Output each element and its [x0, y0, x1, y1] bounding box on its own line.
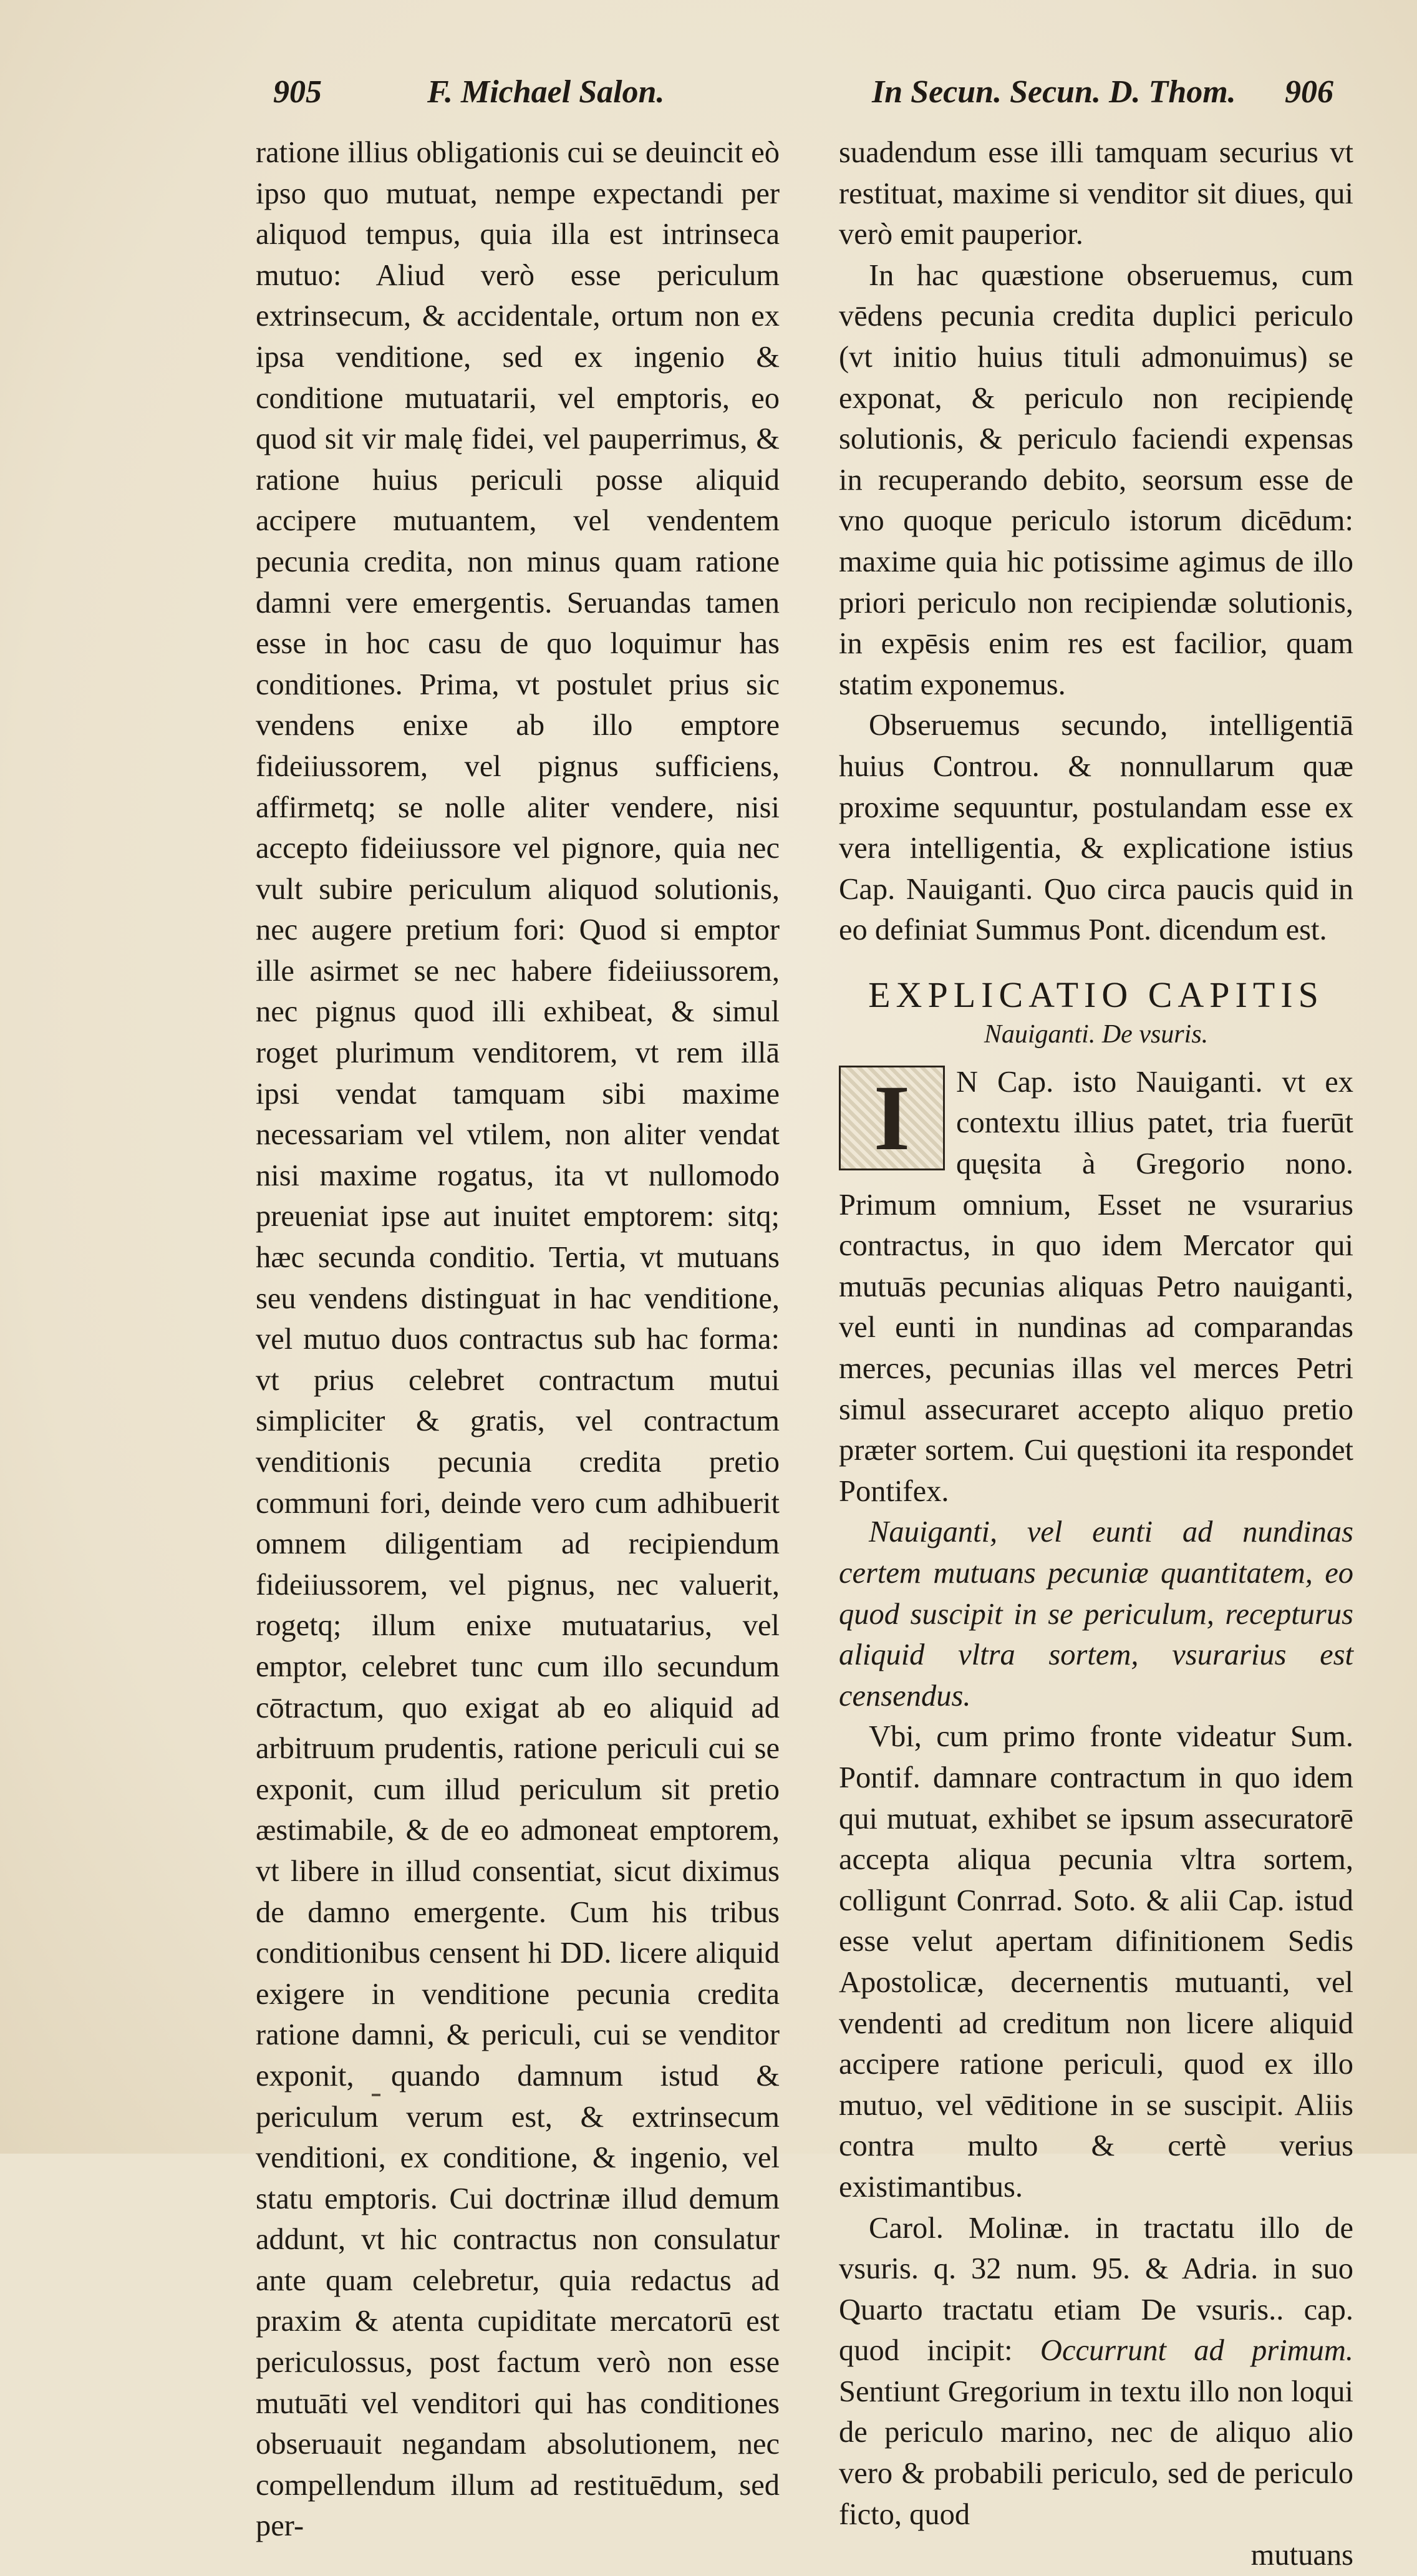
citation-start: Carol. Molinæ. in tractatu illo de vsuris. q. 32 num. 95. & Adria. in suo Quarto tractatu etiam De vsuris.. cap. quod incipit:: [839, 2211, 1353, 2368]
left-column: [256, 132, 780, 2547]
page-number-left: 905: [273, 74, 322, 110]
page-number-right: 906: [1285, 74, 1333, 110]
dropcap-paragraph: [839, 1062, 1353, 1512]
right-paragraph-observation-1: In hac quæstione obseruemus, cum vēdens pecunia credita duplici periculo (vt initio huius tituli admonuimus) se exponat, & periculo non recipiendę solutionis, & periculo faciendi expensas in recuperando debito, seorsum esse de vno quoque periculo istorum dicēdum: maxime quia hic potissime agimus de illo priori periculo non recipiendæ solutionis, in expēsis enim res est facilior, quam statim exponemus.: [839, 258, 1353, 701]
right-paragraph-observation-2: Obseruemus secundo, intelligentiā huius Controu. & nonnullarum quæ proxime sequuntur, postulandam esse ex vera intelligentia, & explicatione istius Cap. Nauiganti. Quo circa paucis quid in eo definiat Summus Pont. dicendum est.: [839, 709, 1353, 947]
dropcap-letter: I: [873, 1066, 911, 1170]
catchword: mutuans: [1250, 2539, 1353, 2572]
decorative-initial-icon: [839, 1066, 945, 1170]
right-paragraph-continuation: suadendum esse illi tamquam securius vt restituat, maxime si venditor sit diues, qui verò emit pauperior.: [839, 136, 1353, 251]
quoted-decretal: Nauiganti, vel eunti ad nundinas certem mutuans pecuniæ quantitatem, eo quod suscipit in se periculum, recepturus aliquid vltra sortem, vsurarius est censendus.: [839, 1515, 1353, 1713]
citation-end: Sentiunt Gregorium in textu illo non loqui de periculo marino, nec de aliquo alio vero & probabili periculo, sed de periculo ficto, quod: [839, 2374, 1353, 2531]
right-paragraph-citations: [839, 2208, 1353, 2535]
running-title-right: In Secun. Secun. D. Thom.: [872, 74, 1236, 110]
right-column: [839, 132, 1353, 2576]
running-title-left: F. Michael Salon.: [427, 74, 665, 110]
section-heading: EXPLICATIO CAPITIS: [868, 974, 1324, 1015]
citation-incipit: Occurrunt ad primum.: [1040, 2334, 1354, 2368]
right-paragraph-explicatio: N Cap. isto Nauiganti. vt ex contextu illius patet, tria fuerūt quęsita à Gregorio nono. Primum omnium, Esset ne vsurarius contractus, in quo idem Mercator qui mutuās pecunias aliquas Petro nauiganti, vel eunti in nundinas ad comparandas merces, pecunias illas vel merces Petri simul assecuraret accepto aliquo pretio præter sortem. Cui quęstioni ita respondet Pontifex.: [839, 1065, 1353, 1508]
right-paragraph-commentary: Vbi, cum primo fronte videatur Sum. Pontif. damnare contractum in quo idem qui mutuat, exhibet se ipsum assecuratorē accepta aliqua pecunia vltra sortem, colligunt Conrrad. Soto. & alii Cap. istud esse velut apertam difinitionem Sedis Apostolicæ, decernentis mutuanti, vel vendenti ad creditum non licere aliquid accipere ratione periculi, quod ex illo mutuo, vel vēditione in se suscipit. Aliis contra multo & certè verius existimantibus.: [839, 1720, 1353, 2204]
left-paragraph: ratione illius obligationis cui se deuincit eò ipso quo mutuat, nempe expectandi per aliquod tempus, quia illa est intrinseca mutuo: Aliud verò esse periculum extrinsecum, & accidentale, ortum non ex ipsa venditione, sed ex ingenio & conditione mutuatarii, vel emptoris, eo quod sit vir malę fidei, vel pauperrimus, & ratione huius periculi posse aliquid accipere mutuantem, vel vendentem pecunia credita, non minus quam ratione damni vere emergentis. Seruandas tamen esse in hoc casu de quo loquimur has conditiones. Prima, vt postulet prius sic vendens enixe ab illo emptore fideiiussorem, vel pignus sufficiens, affirmetq; se nolle aliter vendere, nisi accepto fideiiussore vel pignore, quia nec vult subire periculum aliquod solutionis, nec augere pretium fori: Quod si emptor ille asirmet se nec habere fideiiussorem, nec pignus quod illi exhibeat, & simul roget plurimum venditorem, vt rem illā ipsi vendat tamquam sibi maxime necessariam vel vtilem, non aliter vendat nisi maxime rogatus, ita vt nullomodo preueniat ipse aut inuitet emptorem: sitq; hæc secunda conditio. Tertia, vt mutuans seu vendens distinguat in hac venditione, vel mutuo duos contractus sub hac forma: vt prius celebret contractum mutui simpliciter & gratis, vel contractum venditionis pecunia credita pretio communi fori, deinde vero cum adhibuerit omnem diligentiam ad recipiendum fideiiussorem, vel pignus, nec valuerit, rogetq; illum enixe mutuatarius, vel emptor, celebret tunc cum illo secundum cōtractum, quo exigat ab eo aliquid ad arbitruum prudentis, ratione periculi cui se exponit, cum illud periculum sit pretio æstimabile, & de eo admoneat emptorem, vt libere in illud consentiat, sicut diximus de damno emergente. Cum his tribus conditionibus censent hi DD. licere aliquid exigere in venditione pecunia credita ratione damni, & periculi, cui se venditor exponit, quando damnum istud & periculum verum est, & extrinsecum venditioni, ex conditione, & ingenio, vel statu emptoris. Cui doctrinæ illud demum addunt, vt hic contractus non consulatur ante quam celebretur, quia redactus ad praxim & atenta cupiditate mercatorū est periculossus, post factum verò non esse mutuāti vel venditori qui has conditiones obseruauit negandam absolutionem, nec compellendum illum ad restituēdum, sed per-: [256, 136, 780, 2543]
section-subheading: Nauiganti. De vsuris.: [984, 1019, 1209, 1049]
printer-mark: [372, 2094, 380, 2096]
